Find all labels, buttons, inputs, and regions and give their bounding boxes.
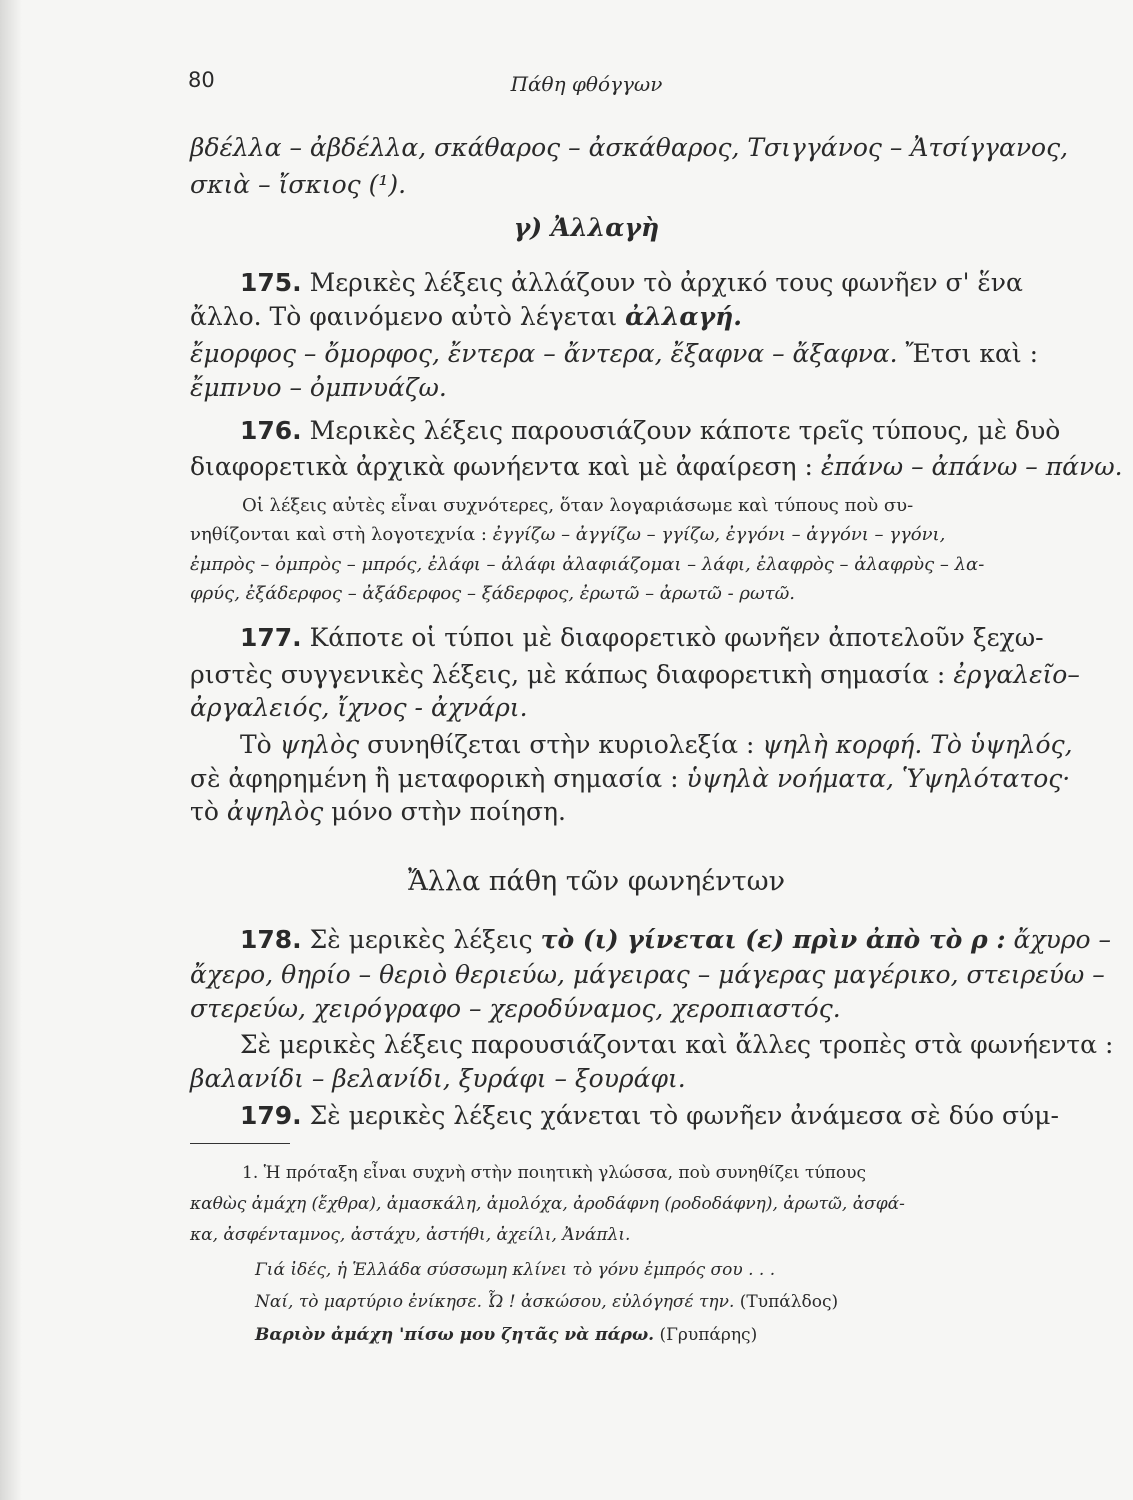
section-heading: Ἄλλα πάθη τῶν φωνηέντων [407, 866, 786, 897]
paragraph-178-line-3: στερεύω, χειρόγραφο – χεροδύναμος, χεροπιαστός. [190, 994, 841, 1023]
footnote-quote-3: Βαριὸν ἀμάχη 'πίσω μου ζητᾶς νὰ πάρω. (Γρυπάρης) [255, 1325, 758, 1345]
paragraph-179-line-1: 179. Σὲ μερικὲς λέξεις χάνεται τὸ φωνῆεν ἀνάμεσα σὲ δύο σύμ- [240, 1101, 1059, 1130]
footnote-quote-1: Γιά ἰδές, ἡ Ἑλλάδα σύσσωμη κλίνει τὸ γόνυ ἐμπρός σου . . . [255, 1260, 776, 1280]
subheading-allagi: γ) Ἀλλαγὴ [513, 213, 660, 242]
paragraph-176-line-1: 176. Μερικὲς λέξεις παρουσιάζουν κάποτε τρεῖς τύπους, μὲ δυὸ [240, 416, 1061, 445]
note-line-1: Οἱ λέξεις αὐτὲς εἶναι συχνότερες, ὅταν λογαριάσωμε καὶ τύπους ποὺ συ- [242, 495, 914, 516]
paragraph-number-178: 178. [240, 925, 302, 954]
footnote-line-3: κα, ἀσφένταμνος, ἀστάχυ, ἀστήθι, ἀχείλι, Ἀνάπλι. [190, 1225, 631, 1245]
paragraph-175-line-4: ἔμπνυο – ὀμπνυάζω. [190, 373, 447, 402]
paragraph-177-line-3: ἀργαλειός, ἴχνος - ἀχνάρι. [190, 693, 528, 722]
paragraph-177-line-4: Τὸ ψηλὸς συνηθίζεται στὴν κυριολεξία : ψηλὴ κορφή. Τὸ ὑψηλός, [240, 730, 1073, 759]
paragraph-176-line-2: διαφορετικὰ ἀρχικὰ φωνήεντα καὶ μὲ ἀφαίρεση : ἐπάνω – ἀπάνω – πάνω. [190, 452, 1123, 481]
paragraph-177-line-5: σὲ ἀφηρημένη ἢ μεταφορικὴ σημασία : ὑψηλὰ νοήματα, Ὑψηλότατος· [190, 764, 1071, 793]
note-line-2: νηθίζονται καὶ στὴ λογοτεχνία : ἐγγίζω – ἀγγίζω – γγίζω, ἐγγόνι – ἀγγόνι – γγόνι, [190, 524, 946, 545]
paragraph-178-line-4: Σὲ μερικὲς λέξεις παρουσιάζονται καὶ ἄλλες τροπὲς στὰ φωνήεντα : [240, 1030, 1114, 1059]
footnote-quote-2: Ναί, τὸ μαρτύριο ἐνίκησε. Ὦ ! ἀσκώσου, εὐλόγησέ την. (Τυπάλδος) [255, 1292, 839, 1312]
note-line-4: φρύς, ἐξάδερφος – ἀξάδερφος – ξάδερφος, ἐρωτῶ – ἀρωτῶ - ρωτῶ. [190, 583, 795, 604]
body-line-2: σκιὰ – ἴσκιος (¹). [190, 170, 407, 199]
paragraph-number-175: 175. [240, 268, 302, 297]
paragraph-175-line-2: ἄλλο. Τὸ φαινόμενο αὐτὸ λέγεται ἀλλαγή. [190, 302, 743, 331]
note-line-3: ἐμπρὸς – ὀμπρὸς – μπρός, ἐλάφι – ἀλάφι ἀλαφιάζομαι – λάφι, ἐλαφρὸς – ἀλαφρὺς – λα- [190, 554, 985, 575]
paragraph-177-line-2: ριστὲς συγγενικὲς λέξεις, μὲ κάπως διαφορετικὴ σημασία : ἐργαλεῖο– [190, 660, 1080, 689]
term-allagi: ἀλλαγή. [625, 302, 743, 331]
body-line-1: βδέλλα – ἀβδέλλα, σκάθαρος – ἀσκάθαρος, Τσιγγάνος – Ἀτσίγγανος, [190, 133, 1069, 162]
paragraph-175-line-3: ἔμορφος – ὄμορφος, ἔντερα – ἄντερα, ἔξαφνα – ἄξαφνα. Ἔτσι καὶ : [190, 339, 1039, 368]
paragraph-number-176: 176. [240, 416, 302, 445]
paragraph-178-line-5: βαλανίδι – βελανίδι, ξυράφι – ξουράφι. [190, 1064, 686, 1093]
paragraph-177-line-6: τὸ ἀψηλὸς μόνο στὴν ποίηση. [190, 797, 566, 826]
paragraph-178-line-2: ἄχερο, θηρίο – θεριὸ θεριεύω, μάγειρας – μάγερας μαγέρικο, στειρεύω – [190, 960, 1105, 989]
paragraph-178-line-1: 178. Σὲ μερικὲς λέξεις τὸ (ι) γίνεται (ε) πρὶν ἀπὸ τὸ ρ : ἄχυρο – [240, 925, 1111, 954]
paragraph-number-179: 179. [240, 1101, 302, 1130]
footnote-line-2: καθὼς ἀμάχη (ἔχθρα), ἀμασκάλη, ἀμολόχα, ἀροδάφνη (ροδοδάφνη), ἀρωτῶ, ἀσφά- [190, 1194, 905, 1214]
footnote-divider [190, 1143, 290, 1144]
footnote-line-1: 1. Ἡ πρόταξη εἶναι συχνὴ στὴν ποιητικὴ γλώσσα, ποὺ συνηθίζει τύπους [242, 1163, 867, 1183]
page-number: 80 [188, 68, 215, 92]
paragraph-177-line-1: 177. Κάποτε οἱ τύποι μὲ διαφορετικὸ φωνῆεν ἀποτελοῦν ξεχω- [240, 623, 1044, 652]
paragraph-number-177: 177. [240, 623, 302, 652]
paragraph-175-line-1: 175. Μερικὲς λέξεις ἀλλάζουν τὸ ἀρχικό τους φωνῆεν σ' ἕνα [240, 268, 1023, 297]
running-title: Πάθη φθόγγων [510, 72, 663, 96]
